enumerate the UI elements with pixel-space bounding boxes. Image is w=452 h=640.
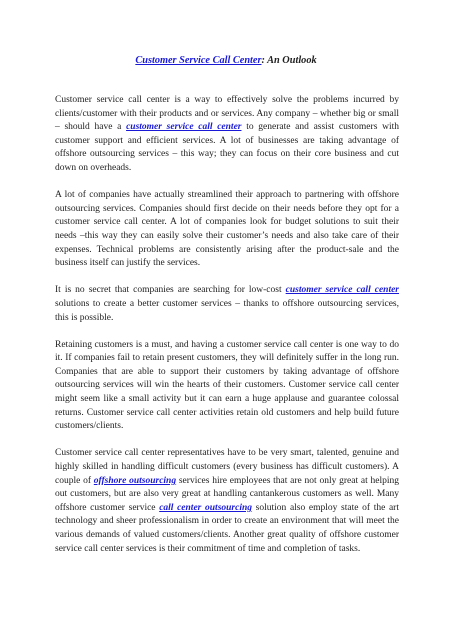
paragraph-1 xyxy=(55,94,399,176)
paragraph-4 xyxy=(55,339,399,434)
offshore-outsourcing-link[interactable]: offshore outsourcing xyxy=(93,475,177,486)
paragraph-2-text: A lot of companies have actually streamlined their approach to partnering with offshore outsourcing services. Companies should first decide on their needs before they opt for a customer service call center. A lot of companies look for budget solutions to suit their needs –this way they can easily solve their customer’s needs and also take care of their expenses. Technical problems are consistently arising after the product-sale and the business itself can justify the services. xyxy=(55,190,399,269)
paragraph-4-text: Retaining customers is a must, and having a customer service call center is one way to do it. If companies fail to retain present customers, they will definitely suffer in the long run. Companies that are able to support their customers by taking advantage of offshore outsourcing services will win the hearts of their customers. Customer service call center might seem like a small activity but it can earn a huge applause and guarantee colossal returns. Customer service call center activities retain old customers and help build future customers/clients. xyxy=(55,339,399,432)
paragraph-3-text-b: solutions to create a better customer services – thanks to offshore outsourcing services, this is possible. xyxy=(55,298,399,323)
title-link[interactable]: Customer Service Call Center xyxy=(135,55,262,66)
customer-service-call-center-link-1[interactable]: customer service call center xyxy=(126,122,242,133)
title-subtitle: : An Outlook xyxy=(261,55,317,66)
document-title xyxy=(0,55,452,66)
paragraph-3-text-a: It is no secret that companies are searching for low-cost xyxy=(55,285,286,296)
paragraph-5-text-c: solution also employ state of the art technology and sheer professionalism in order to create an environment that will meet the various demands of valued customers/clients. Another great quality of offshore customer service call center services is their commitment of time and completion of tasks. xyxy=(55,502,399,554)
paragraph-5 xyxy=(55,447,399,556)
paragraph-1-text-b: to generate and assist customers with customer support and efficient services. A lot of businesses are taking advantage of offshore outsourcing services – this way; they can focus on their core business and cut down on overheads. xyxy=(55,122,399,173)
paragraph-5-text-a: Customer service call center representatives have to be very smart, talented, genuine and highly skilled in handling difficult customers (every business has difficult customers). A couple of xyxy=(55,448,399,486)
call-center-outsourcing-link[interactable]: call center outsourcing xyxy=(159,502,253,513)
paragraph-5-text-b: services hire employees that are not only great at helping out customers, but are also very great at handling cantankerous customers as well. Many offshore customer service xyxy=(55,475,399,513)
document-body xyxy=(55,94,399,570)
paragraph-1-text-a: Customer service call center is a way to effectively solve the problems incurred by clients/customer with their products and or services. Any company – whether big or small – should have a xyxy=(55,95,399,133)
paragraph-2 xyxy=(55,189,399,271)
paragraph-3 xyxy=(55,284,399,325)
customer-service-call-center-link-2[interactable]: customer service call center xyxy=(285,285,399,296)
